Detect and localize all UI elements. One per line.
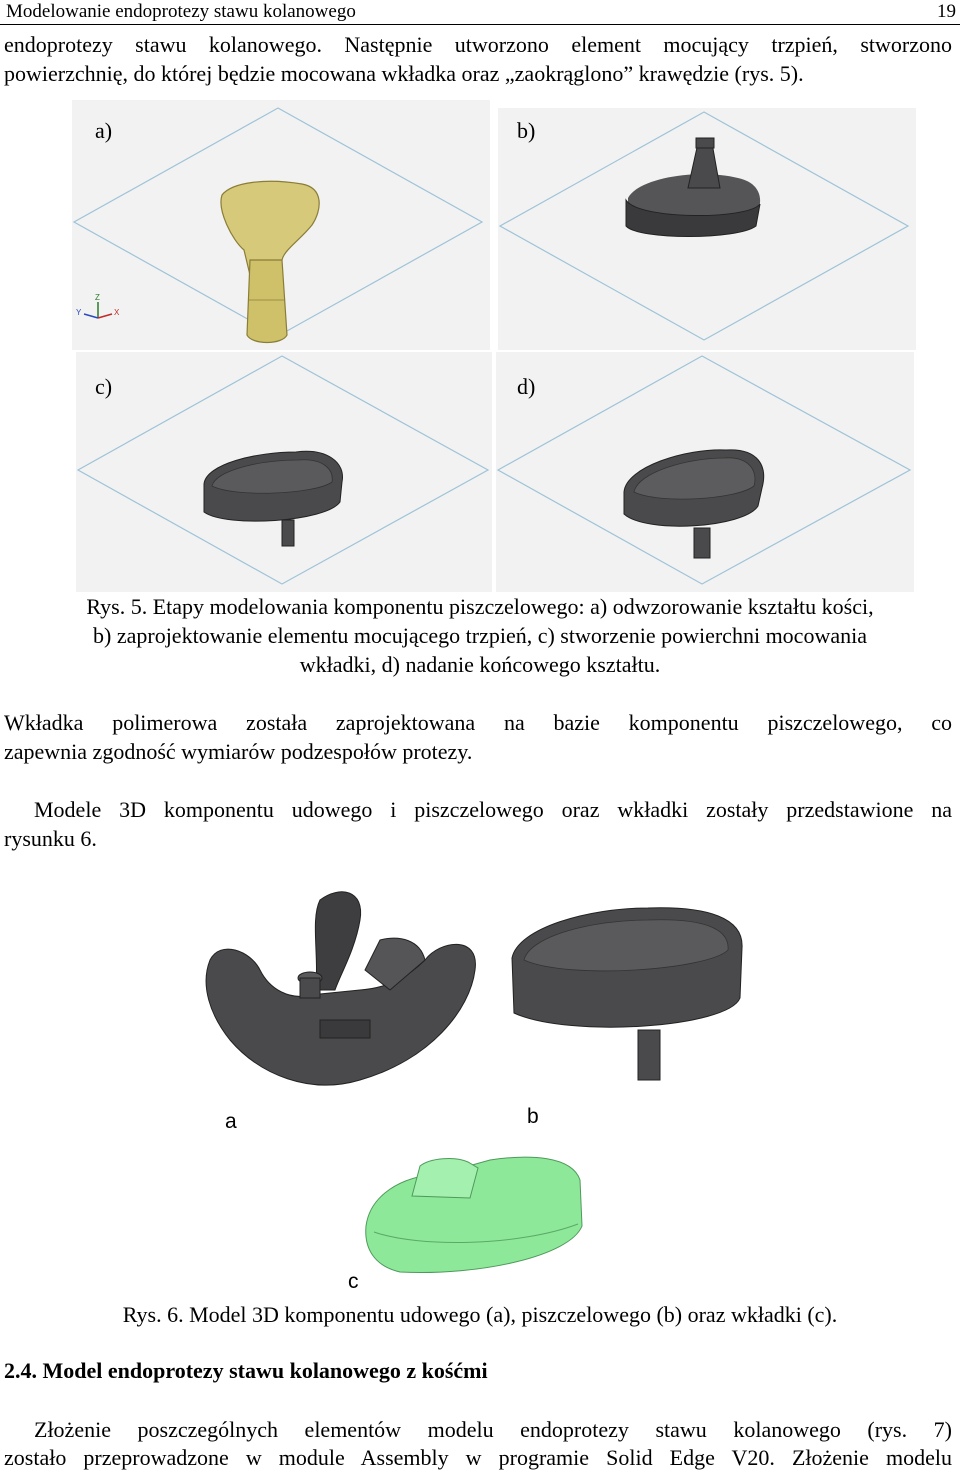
figure6-femoral-component: [190, 880, 490, 1110]
figure5-caption-line-2: b) zaprojektowanie elementu mocującego trzpień, c) stworzenie powierchni mocowania: [93, 623, 867, 648]
figure5-caption-line-1: Rys. 5. Etapy modelowania komponentu piszczelowego: a) odwzorowanie kształtu kości,: [86, 594, 874, 619]
running-header: [0, 0, 960, 25]
header-title: Modelowanie endoprotezy stawu kolanowego: [6, 1, 356, 22]
para1-line-2: zapewnia zgodność wymiarów podzespołów protezy.: [4, 739, 473, 764]
para1-line-1: Wkładka polimerowa została zaprojektowana na bazie komponentu piszczelowego, co: [4, 710, 952, 735]
axis-y-label: Y: [76, 308, 82, 317]
figure6-tibial-component: [508, 888, 748, 1088]
section-heading: 2.4. Model endoprotezy stawu kolanowego z kośćmi: [4, 1358, 488, 1383]
figure5-panel-b: [498, 108, 916, 350]
figure5-caption-line-3: wkładki, d) nadanie końcowego kształtu.: [299, 652, 661, 677]
figure6-label-a: a: [225, 1110, 237, 1133]
figure6-insert: [360, 1136, 590, 1286]
panel-label-b: b): [517, 118, 536, 143]
axis-z-label: Z: [95, 293, 100, 302]
intro-line-1: endoprotezy stawu kolanowego. Następnie utworzono element mocujący trzpień, stworzono: [4, 32, 952, 57]
figure6-caption: Rys. 6. Model 3D komponentu udowego (a), piszczelowego (b) oraz wkładki (c).: [122, 1302, 838, 1327]
axis-x-label: X: [114, 308, 120, 317]
figure5-panel-a: [72, 100, 490, 350]
panel-label-d: d): [517, 374, 536, 399]
figure6-label-c: c: [348, 1270, 359, 1293]
para3-line-2: zostało przeprowadzone w module Assembly w programie Solid Edge V20. Złożenie modelu: [4, 1445, 952, 1470]
intro-line-2: powierzchnię, do której będzie mocowana wkładka oraz „zaokrąglono” krawędzie (rys. 5).: [4, 61, 804, 86]
figure5-panel-c: [76, 352, 492, 592]
figure5-panel-d: [496, 352, 914, 592]
para2-line-2: rysunku 6.: [4, 826, 97, 851]
para3-line-1: Złożenie poszczególnych elementów modelu endoprotezy stawu kolanowego (rys. 7): [34, 1417, 952, 1442]
figure6-label-b: b: [527, 1105, 539, 1128]
page-number: 19: [937, 1, 956, 22]
panel-label-c: c): [95, 374, 113, 399]
panel-label-a: a): [95, 118, 113, 143]
para2-line-1: Modele 3D komponentu udowego i piszczelowego oraz wkładki zostały przedstawione na: [34, 797, 952, 822]
